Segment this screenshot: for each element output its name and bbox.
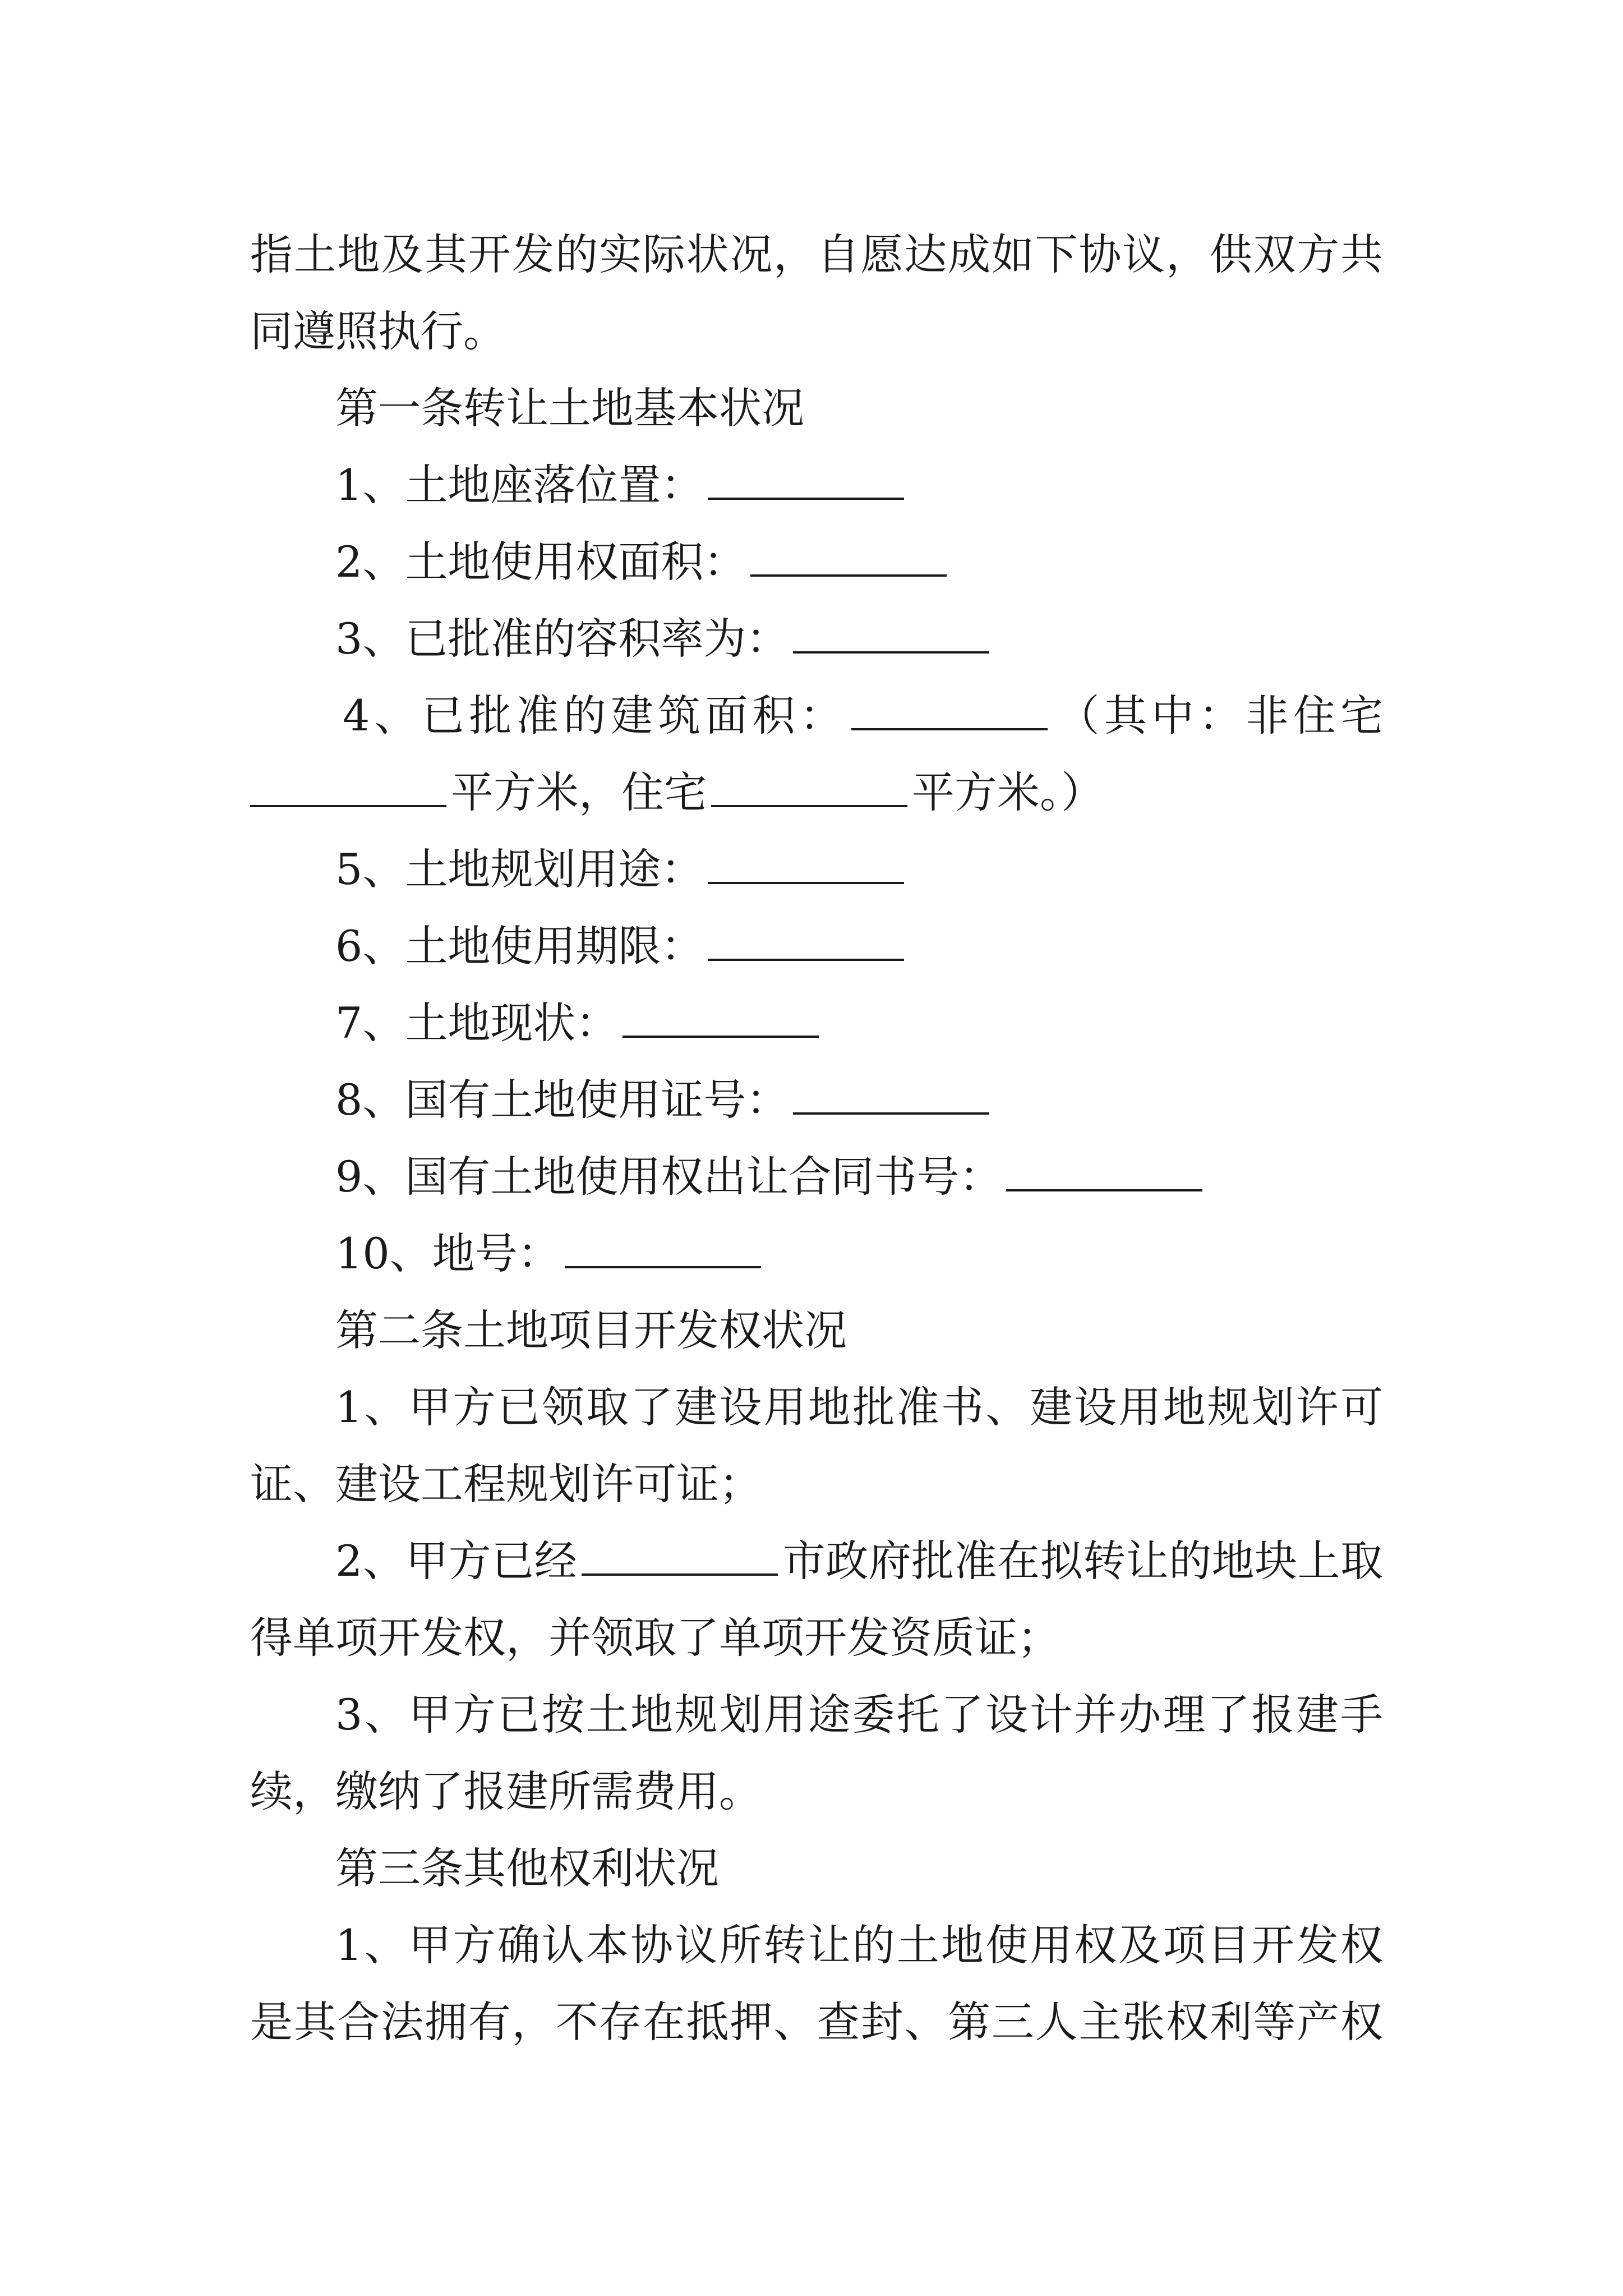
clause-2-1-cont: 证、建设工程规划许可证； <box>250 1459 762 1509</box>
clause-text: 5、土地规划用途： <box>335 844 704 894</box>
fill-blank <box>1006 1187 1202 1191</box>
fill-blank <box>708 956 904 961</box>
document-body <box>250 216 1383 2060</box>
fill-blank <box>582 1571 778 1576</box>
clause-text: 8、国有土地使用证号： <box>335 1075 789 1125</box>
paragraph-line: 指土地及其开发的实际状况，自愿达成如下协议，供双方共 <box>250 229 1383 279</box>
article-heading-2: 第二条土地项目开发权状况 <box>335 1305 847 1355</box>
paragraph-line: 同遵照执行。 <box>250 306 506 356</box>
clause-1-4-cont <box>250 754 1383 831</box>
clause-2-1: 1、甲方已领取了建设用地批准书、建设用地规划许可 <box>335 1382 1383 1432</box>
clause-1-9 <box>250 1138 1383 1215</box>
clause-1-3 <box>250 600 1383 677</box>
clause-1-2 <box>250 523 1383 600</box>
clause-text: 2、甲方已经 <box>335 1536 578 1586</box>
clause-text: （其中：非住宅 <box>1052 691 1384 740</box>
clause-text: 市政府批准在拟转让的地块上取 <box>782 1536 1383 1586</box>
clause-1-8 <box>250 1061 1383 1138</box>
clause-1-4 <box>250 677 1383 754</box>
clause-text: 7、土地现状： <box>335 998 619 1048</box>
fill-blank <box>565 1264 761 1268</box>
fill-blank <box>750 572 947 577</box>
fill-blank <box>250 803 446 807</box>
clause-1-1 <box>250 447 1383 523</box>
fill-blank <box>851 726 1048 730</box>
fill-blank <box>793 649 989 654</box>
article-heading-1: 第一条转让土地基本状况 <box>335 383 804 433</box>
clause-text: 3、已批准的容积率为： <box>335 614 789 664</box>
clause-1-10 <box>250 1215 1383 1292</box>
fill-blank <box>623 1033 819 1038</box>
fill-blank <box>708 880 904 884</box>
clause-text: 2、土地使用权面积： <box>335 537 746 587</box>
clause-text: 1、土地座落位置： <box>335 460 704 510</box>
clause-2-3: 3、甲方已按土地规划用途委托了设计并办理了报建手 <box>335 1690 1383 1740</box>
clause-2-2 <box>250 1522 1383 1599</box>
clause-text: 4、已批准的建筑面积： <box>343 691 847 740</box>
fill-blank <box>711 803 907 807</box>
clause-text: 9、国有土地使用权出让合同书号： <box>335 1152 1002 1202</box>
fill-blank <box>708 495 904 500</box>
clause-1-5 <box>250 831 1383 908</box>
clause-2-2-cont: 得单项开发权，并领取了单项开发资质证； <box>250 1613 1060 1663</box>
clause-1-7 <box>250 984 1383 1061</box>
clause-3-1-cont: 是其合法拥有，不存在抵押、查封、第三人主张权利等产权 <box>250 1997 1383 2047</box>
clause-text: 10、地号： <box>335 1228 560 1278</box>
clause-1-6 <box>250 908 1383 984</box>
clause-2-3-cont: 续，缴纳了报建所需费用。 <box>250 1766 762 1816</box>
clause-text: 平方米，住宅 <box>451 767 707 817</box>
fill-blank <box>793 1110 989 1115</box>
clause-3-1: 1、甲方确认本协议所转让的土地使用权及项目开发权 <box>335 1920 1383 1970</box>
clause-text: 6、土地使用期限： <box>335 921 704 971</box>
clause-text: 平方米。） <box>912 767 1104 817</box>
article-heading-3: 第三条其他权利状况 <box>335 1843 719 1893</box>
